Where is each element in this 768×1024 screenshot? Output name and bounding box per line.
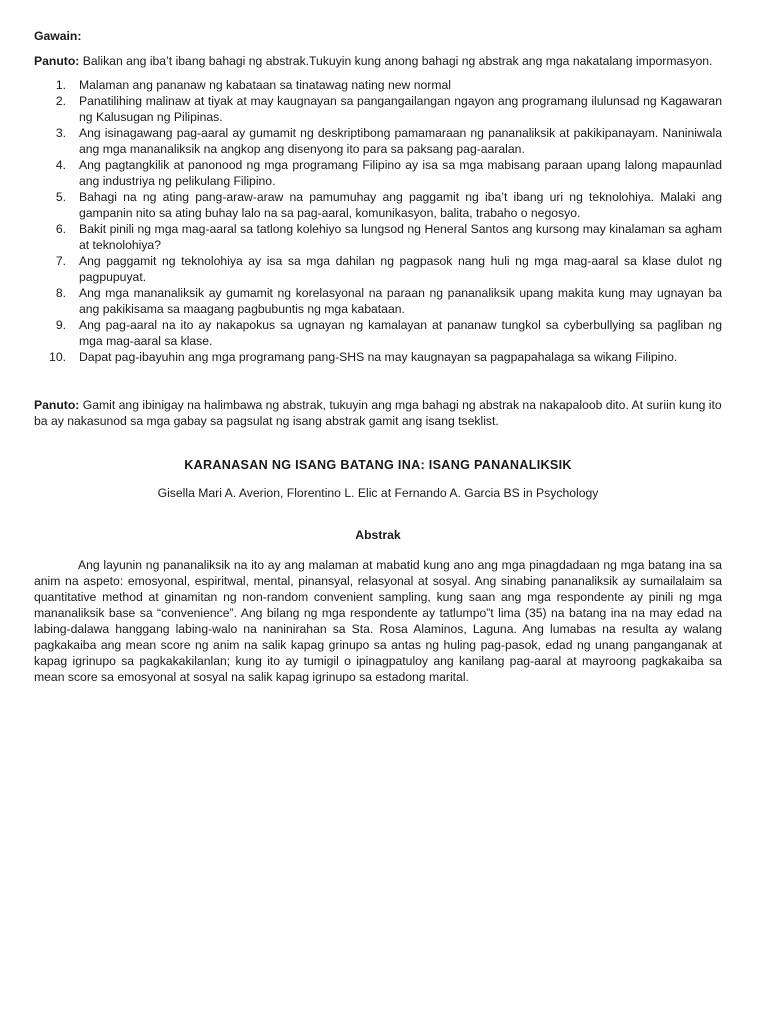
task-text: Ang isinagawang pag-aaral ay gumamit ng deskriptibong pamamaraan ng pananaliksik at pakikipanayam. Naniniwala ang mga mananaliksik na angkop ang disenyong ito para sa paksang pag-aaralan. bbox=[79, 126, 722, 156]
task-number: 1. bbox=[55, 78, 66, 92]
task-number: 6. bbox=[55, 222, 66, 236]
task-text: Panatilihing malinaw at tiyak at may kaugnayan sa pangangailangan ngayon ang programang ilulunsad ng Kagawaran ng Kalusugan ng Pilipinas. bbox=[79, 94, 722, 124]
task-list bbox=[34, 77, 722, 365]
instruction-2 bbox=[34, 397, 722, 429]
task-number: 3. bbox=[55, 126, 66, 140]
abstract-heading: Abstrak bbox=[355, 528, 401, 542]
task-text: Ang pag-aaral na ito ay nakapokus sa ugnayan ng kamalayan at pananaw tungkol sa cyberbullying sa pagliban ng mga mag-aaral sa klase. bbox=[79, 318, 722, 348]
task-text: Ang mga mananaliksik ay gumamit ng korelasyonal na paraan ng pananaliksik upang makita kung may ugnayan ba ang pakikisama sa maagang pagbubuntis ng mga kabataan. bbox=[79, 286, 722, 316]
instruction-2-label: Panuto: bbox=[34, 398, 80, 412]
task-item bbox=[34, 125, 722, 157]
task-text: Bahagi na ng ating pang-araw-araw na pamumuhay ang paggamit ng iba’t ibang uri ng teknolohiya. Malaki ang gampanin nito sa ating buhay lalo na sa pag-aaral, komunikasyon, balita, trabaho o negosyo. bbox=[79, 190, 722, 220]
task-text: Malaman ang pananaw ng kabataan sa tinatawag nating new normal bbox=[79, 78, 451, 92]
task-number: 7. bbox=[55, 254, 66, 268]
task-number: 4. bbox=[55, 158, 66, 172]
study-title: KARANASAN NG ISANG BATANG INA: ISANG PANANALIKSIK bbox=[184, 458, 572, 472]
instruction-1 bbox=[34, 53, 722, 69]
task-item bbox=[34, 93, 722, 125]
task-number: 8. bbox=[55, 286, 66, 300]
task-item bbox=[34, 317, 722, 349]
task-item bbox=[34, 189, 722, 221]
task-number: 10. bbox=[49, 350, 66, 364]
task-item bbox=[34, 285, 722, 317]
task-item bbox=[34, 157, 722, 189]
instruction-1-text: Balikan ang iba’t ibang bahagi ng abstrak.Tukuyin kung anong bahagi ng abstrak ang mga nakatalang impormasyon. bbox=[79, 54, 713, 68]
task-item bbox=[34, 349, 722, 365]
task-text: Ang pagtangkilik at panonood ng mga programang Filipino ay isa sa mga mabisang paraan upang lalong mapaunlad ang industriya ng pelikulang Filipino. bbox=[79, 158, 722, 188]
gawain-heading: Gawain: bbox=[34, 29, 82, 43]
abstract-body: Ang layunin ng pananaliksik na ito ay ang malaman at mabatid kung ano ang mga pinagdadaan ng mga batang ina sa anim na aspeto: emosyonal, espiritwal, mental, pinansyal, relasyonal at sosyal. Ang sinabing pananaliksik ay sumailalaim sa quantitative method at ginamitan ng non-random convenient sampling, kung saan ang mga respondente ay pinili ng mga mananaliksik base sa “convenience”. Ang bilang ng mga respondente ay tatlumpo”t lima (35) na batang ina na may edad na labing-dalawa hanggang labing-walo na naninirahan sa Sta. Rosa Alaminos, Laguna. Ang lumabas na resulta ay walang pagkakaiba ang mean score ng anim na salik kapag grinupo sa antas ng huling pag-pasok, edad ng unang panganganak at kapag igrinupo sa pagkakakilanlan; kung ito ay tumigil o ipinagpatuloy ang kanilang pag-aaral at mayroong pagkakaiba sa mean score sa emosyonal at sosyal na salik kapag igrinupo sa estadong marital. bbox=[34, 558, 722, 684]
task-number: 5. bbox=[55, 190, 66, 204]
instruction-1-label: Panuto: bbox=[34, 54, 80, 68]
task-item bbox=[34, 253, 722, 285]
study-authors: Gisella Mari A. Averion, Florentino L. Elic at Fernando A. Garcia BS in Psychology bbox=[157, 486, 599, 500]
task-text: Dapat pag-ibayuhin ang mga programang pang-SHS na may kaugnayan sa pagpapahalaga sa wikang Filipino. bbox=[79, 350, 678, 364]
task-item bbox=[34, 77, 722, 93]
instruction-2-text: Gamit ang ibinigay na halimbawa ng abstrak, tukuyin ang mga bahagi ng abstrak na nakapaloob dito. At suriin kung ito ba ay nakasunod sa mga gabay sa pagsulat ng isang abstrak gamit ang isang tseklist. bbox=[34, 398, 722, 428]
task-text: Ang paggamit ng teknolohiya ay isa sa mga dahilan ng pagpasok nang huli ng mga mag-aaral sa klase dulot ng pagpupuyat. bbox=[79, 254, 722, 284]
task-item bbox=[34, 221, 722, 253]
worksheet-page bbox=[34, 28, 722, 685]
task-text: Bakit pinili ng mga mag-aaral sa tatlong kolehiyo sa lungsod ng Heneral Santos ang kursong may kinalaman sa agham at teknolohiya? bbox=[79, 222, 722, 252]
task-number: 2. bbox=[55, 94, 66, 108]
task-number: 9. bbox=[55, 318, 66, 332]
